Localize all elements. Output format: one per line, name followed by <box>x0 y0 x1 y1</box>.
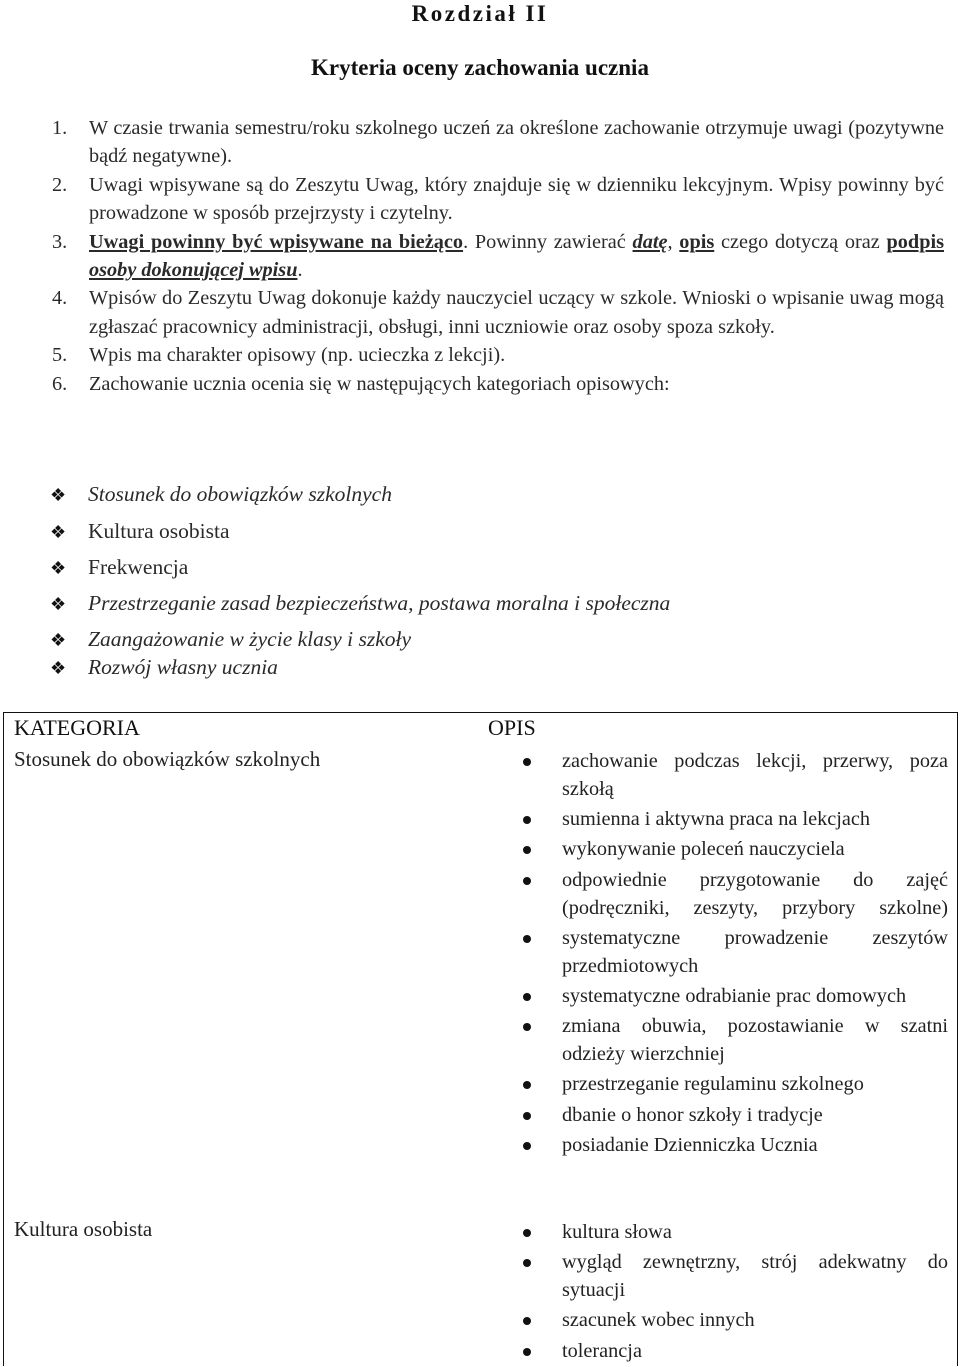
list-item <box>512 1218 948 1246</box>
diamond-bullet-icon: ❖ <box>50 522 67 542</box>
chapter-heading: Rozdział II <box>411 1 549 26</box>
list-item <box>512 866 948 922</box>
list-item-text: posiadanie Dzienniczka Ucznia <box>562 1133 818 1156</box>
diamond-bullet-icon: ❖ <box>50 558 67 578</box>
column-header-kategoria: KATEGORIA <box>14 715 140 740</box>
rule-number: 3. <box>52 230 68 253</box>
rule-5 <box>52 341 944 369</box>
table-row-label: Kultura osobista <box>14 1217 153 1241</box>
bullet-icon <box>523 935 531 943</box>
rule-text: W czasie trwania semestru/roku szkolnego uczeń za określone zachowanie otrzymuje uwagi (pozytywne bądź negatywne). <box>89 117 944 168</box>
category-label: Zaangażowanie w życie klasy i szkoły <box>88 627 412 651</box>
list-item-text: dbanie o honor szkoły i tradycje <box>562 1103 823 1126</box>
bullet-icon <box>523 1259 531 1267</box>
list-item-text: sumienna i aktywna praca na lekcjach <box>562 808 871 831</box>
rule-3 <box>52 228 944 285</box>
category-label: Przestrzeganie zasad bezpieczeństwa, postawa moralna i społeczna <box>88 591 671 615</box>
bullet-icon <box>523 1317 531 1325</box>
list-item-text: kultura słowa <box>562 1221 672 1243</box>
page-title: Kryteria oceny zachowania ucznia <box>311 55 649 80</box>
category-item <box>50 655 278 680</box>
list-item <box>512 1248 948 1304</box>
category-item <box>50 519 230 544</box>
category-item <box>50 591 670 616</box>
list-item <box>512 747 948 803</box>
category-label: Kultura osobista <box>88 519 230 543</box>
bullet-icon <box>523 1229 531 1237</box>
rule-number: 1. <box>52 117 68 139</box>
bullet-icon <box>523 1348 531 1356</box>
keyword-date: datę <box>632 230 668 253</box>
list-item-text: tolerancja <box>562 1339 642 1362</box>
category-item <box>50 627 411 652</box>
criteria-table <box>3 712 958 1366</box>
rule-text: czego dotyczą oraz <box>714 230 887 253</box>
rule-text: Wpis ma charakter opisowy (np. ucieczka z lekcji). <box>89 344 506 367</box>
list-item <box>512 1101 948 1129</box>
list-item <box>512 1131 948 1159</box>
rule-6 <box>52 370 944 398</box>
rule-3-emphasis: Uwagi powinny być wpisywane na bieżąco <box>89 230 464 253</box>
list-item-text: wygląd zewnętrzny, strój adekwatny do sytuacji <box>562 1251 948 1302</box>
rule-text: Zachowanie ucznia ocenia się w następujących kategoriach opisowych: <box>89 372 670 395</box>
bullet-icon <box>523 1023 531 1031</box>
rule-text: , <box>667 230 680 253</box>
rule-number: 4. <box>52 287 68 310</box>
rule-4 <box>52 284 944 341</box>
table-row-items <box>512 747 948 1161</box>
diamond-bullet-icon: ❖ <box>50 594 67 614</box>
list-item <box>512 1070 948 1098</box>
category-item <box>50 555 188 580</box>
keyword-podpis: podpis <box>886 230 945 253</box>
rule-2 <box>52 171 944 228</box>
bullet-icon <box>523 1142 531 1150</box>
category-label: Frekwencja <box>88 555 189 579</box>
list-item-text: zmiana obuwia, pozostawianie w szatni odzieży wierzchniej <box>562 1015 948 1066</box>
bullet-icon <box>523 993 531 1001</box>
diamond-bullet-icon: ❖ <box>50 485 67 505</box>
list-item-text: systematyczne prowadzenie zeszytów przedmiotowych <box>562 926 948 977</box>
column-header-opis: OPIS <box>488 715 536 740</box>
list-item <box>512 982 948 1010</box>
list-item-text: szacunek wobec innych <box>562 1309 755 1332</box>
table-row-label: Stosunek do obowiązków szkolnych <box>14 747 321 771</box>
list-item <box>512 1012 948 1068</box>
diamond-bullet-icon: ❖ <box>50 630 67 650</box>
list-item <box>512 805 948 833</box>
category-label: Rozwój własny ucznia <box>88 655 278 679</box>
list-item <box>512 835 948 863</box>
rule-text: . Powinny zawierać <box>463 230 633 253</box>
rule-number: 6. <box>52 372 68 395</box>
bullet-icon <box>523 1081 531 1089</box>
list-item-text: systematyczne odrabianie prac domowych <box>562 984 907 1007</box>
rule-number: 2. <box>52 173 68 196</box>
bullet-icon <box>523 816 531 824</box>
keyword-osoby: osoby dokonującej wpisu <box>89 259 298 282</box>
rule-text: Uwagi wpisywane są do Zeszytu Uwag, który znajduje się w dzienniku lekcyjnym. Wpisy powinny być prowadzone w sposób przejrzysty i czytelny. <box>89 173 944 225</box>
bullet-icon <box>523 758 531 766</box>
category-label: Stosunek do obowiązków szkolnych <box>88 482 392 506</box>
rule-text: . <box>297 259 303 282</box>
list-item <box>512 924 948 980</box>
list-item-text: przestrzeganie regulaminu szkolnego <box>562 1073 864 1096</box>
keyword-opis: opis <box>679 230 715 253</box>
rule-text: Wpisów do Zeszytu Uwag dokonuje każdy nauczyciel uczący w szkole. Wnioski o wpisanie uwag mogą zgłaszać pracownicy administracji, obsługi, inni uczniowie oraz osoby spoza szkoły. <box>89 287 944 338</box>
rule-number: 5. <box>52 344 68 367</box>
list-item-text: odpowiednie przygotowanie do zajęć (podręczniki, zeszyty, przybory szkolne) <box>562 868 948 919</box>
bullet-icon <box>523 877 531 885</box>
list-item-text: wykonywanie poleceń nauczyciela <box>562 838 845 861</box>
list-item <box>512 1306 948 1334</box>
bullet-icon <box>523 1112 531 1120</box>
rules-list <box>52 114 944 398</box>
list-item-text: zachowanie podczas lekcji, przerwy, poza szkołą <box>562 750 948 800</box>
table-row-items <box>512 1218 948 1367</box>
diamond-bullet-icon: ❖ <box>50 658 67 678</box>
bullet-icon <box>523 846 531 854</box>
rule-1 <box>52 114 944 171</box>
list-item <box>512 1337 948 1365</box>
category-item <box>50 482 392 507</box>
